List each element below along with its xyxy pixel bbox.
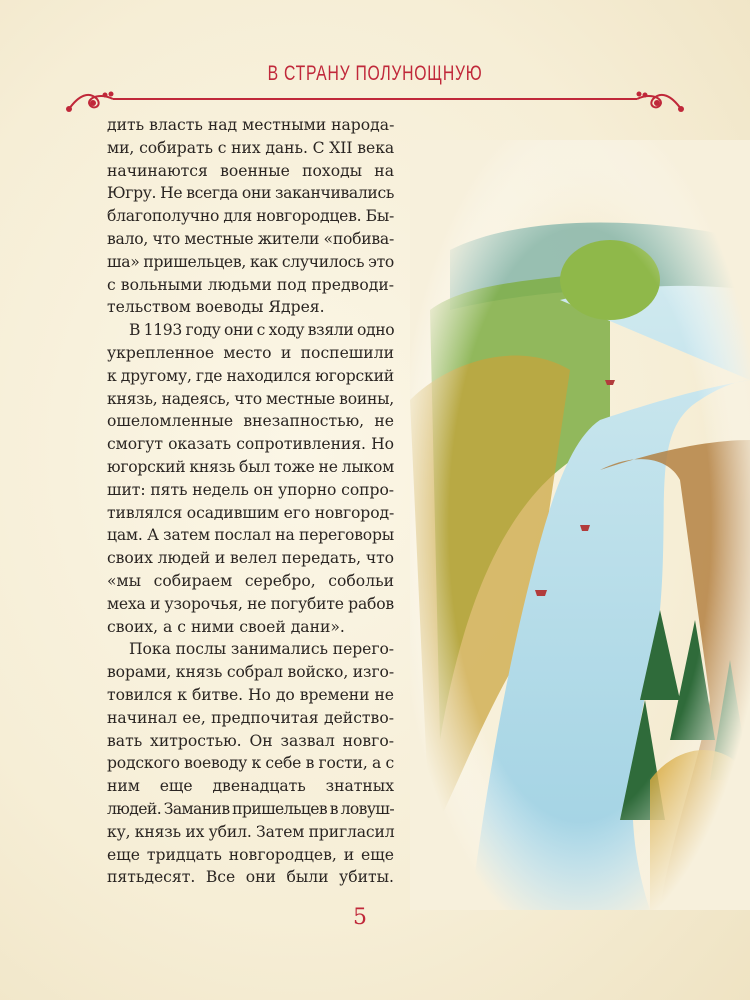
text-line: «мы собираем серебро, собольи bbox=[107, 571, 394, 590]
text-line: ку, князь их убил. Затем пригласил bbox=[107, 822, 395, 841]
text-line: людей. Заманив пришельцев в ловуш- bbox=[107, 799, 394, 818]
text-line: пятьдесят. Все они были убиты. bbox=[107, 868, 394, 887]
text-line: ворами, князь собрал войско, изго- bbox=[107, 663, 394, 682]
text-line: своих людей и велел передать, что bbox=[107, 549, 394, 568]
header-ornament-divider bbox=[65, 85, 685, 117]
river-illustration bbox=[410, 140, 750, 910]
text-line: благополучно для новгородцев. Бы- bbox=[107, 207, 394, 226]
text-line: начинал ее, предпочитая действо- bbox=[107, 708, 394, 727]
text-line: югорский князь был тоже не лыком bbox=[107, 457, 394, 476]
running-header: В СТРАНУ ПОЛУНОЩНУЮ bbox=[267, 62, 483, 85]
text-line: еще тридцать новгородцев, и еще bbox=[107, 845, 394, 864]
text-line: Югру. Не всегда они заканчивались bbox=[107, 184, 394, 203]
text-line: начинаются военные походы на bbox=[107, 161, 394, 180]
text-line: с вольными людьми под предводи- bbox=[107, 275, 394, 294]
text-line: родского воеводу к себе в гости, а с bbox=[107, 754, 394, 773]
body-text bbox=[107, 114, 394, 889]
text-line: В 1193 году они с ходу взяли одно bbox=[129, 321, 395, 340]
text-line: меха и узорочья, не погубите рабов bbox=[107, 594, 394, 613]
text-line: тельством воеводы Ядрея. bbox=[107, 298, 325, 317]
text-line: товился к битве. Но до времени не bbox=[107, 685, 394, 704]
text-line: шит: пять недель он упорно сопро- bbox=[107, 480, 395, 499]
text-line: к другому, где находился югорский bbox=[107, 366, 394, 385]
text-line: князь, надеясь, что местные воины, bbox=[107, 389, 394, 408]
text-line: Пока послы занимались перего- bbox=[129, 640, 395, 659]
text-line: ошеломленные внезапностью, не bbox=[107, 412, 394, 431]
text-line: ним еще двенадцать знатных bbox=[107, 777, 394, 796]
text-line: укрепленное место и поспешили bbox=[107, 343, 394, 362]
text-line: ша» пришельцев, как случилось это bbox=[107, 252, 394, 271]
page-number: 5 bbox=[353, 905, 367, 930]
text-line: вать хитростью. Он зазвал новго- bbox=[107, 731, 394, 750]
text-line: вало, что местные жители «побива- bbox=[107, 229, 394, 248]
text-line: цам. А затем послал на переговоры bbox=[107, 526, 394, 545]
text-line: дить власть над местными народа- bbox=[107, 116, 395, 134]
text-line: тивлялся осадившим его новгород- bbox=[107, 503, 395, 522]
text-line: ми, собирать с них дань. С XII века bbox=[107, 138, 395, 157]
text-line: своих, а с ними своей дани». bbox=[107, 617, 345, 636]
text-line: смогут оказать сопротивления. Но bbox=[107, 435, 394, 454]
